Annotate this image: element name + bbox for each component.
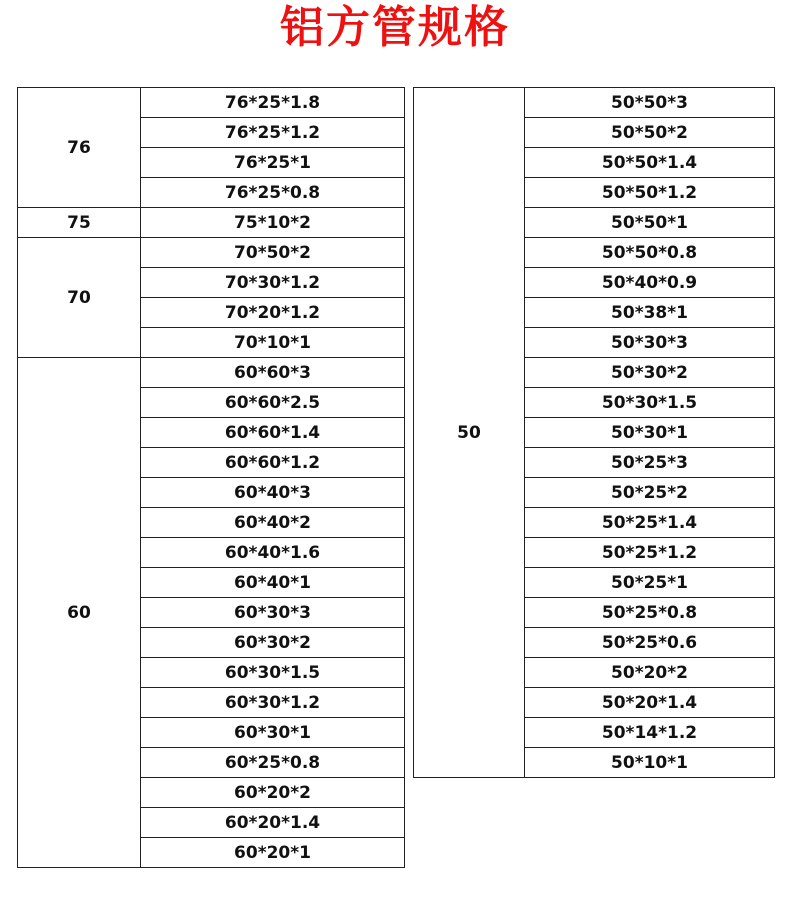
spec-cell: 60*20*1.4 [141, 808, 405, 838]
group-size-cell: 50 [414, 88, 525, 778]
spec-cell: 60*40*1.6 [141, 538, 405, 568]
table-row [18, 238, 405, 268]
spec-cell: 75*10*2 [141, 208, 405, 238]
spec-cell: 50*50*3 [525, 88, 775, 118]
spec-cell: 50*50*1 [525, 208, 775, 238]
spec-cell: 70*50*2 [141, 238, 405, 268]
spec-cell: 60*30*1 [141, 718, 405, 748]
spec-cell: 50*20*1.4 [525, 688, 775, 718]
spec-cell: 50*30*2 [525, 358, 775, 388]
spec-cell: 50*25*1.2 [525, 538, 775, 568]
spec-cell: 60*30*1.2 [141, 688, 405, 718]
spec-cell: 50*38*1 [525, 298, 775, 328]
spec-cell: 70*10*1 [141, 328, 405, 358]
spec-cell: 60*40*2 [141, 508, 405, 538]
table-row [18, 88, 405, 118]
group-size-cell: 70 [18, 238, 141, 358]
spec-cell: 60*40*1 [141, 568, 405, 598]
table-row [18, 208, 405, 238]
spec-cell: 60*60*1.2 [141, 448, 405, 478]
spec-cell: 50*14*1.2 [525, 718, 775, 748]
spec-cell: 76*25*1.8 [141, 88, 405, 118]
spec-cell: 50*25*1.4 [525, 508, 775, 538]
spec-cell: 76*25*1.2 [141, 118, 405, 148]
spec-cell: 50*25*0.8 [525, 598, 775, 628]
spec-cell: 50*50*2 [525, 118, 775, 148]
spec-cell: 50*30*1 [525, 418, 775, 448]
spec-cell: 50*30*3 [525, 328, 775, 358]
spec-cell: 50*50*1.4 [525, 148, 775, 178]
spec-cell: 76*25*0.8 [141, 178, 405, 208]
spec-cell: 50*20*2 [525, 658, 775, 688]
spec-cell: 50*25*0.6 [525, 628, 775, 658]
spec-cell: 60*20*2 [141, 778, 405, 808]
spec-cell: 60*20*1 [141, 838, 405, 868]
spec-table-left [17, 87, 405, 868]
spec-cell: 76*25*1 [141, 148, 405, 178]
group-size-cell: 75 [18, 208, 141, 238]
spec-cell: 60*30*3 [141, 598, 405, 628]
table-row [18, 358, 405, 388]
spec-cell: 50*25*1 [525, 568, 775, 598]
group-size-cell: 76 [18, 88, 141, 208]
spec-cell: 50*10*1 [525, 748, 775, 778]
table-row [414, 88, 775, 118]
spec-cell: 50*25*2 [525, 478, 775, 508]
spec-cell: 70*20*1.2 [141, 298, 405, 328]
spec-cell: 50*25*3 [525, 448, 775, 478]
spec-cell: 60*60*3 [141, 358, 405, 388]
spec-cell: 60*60*2.5 [141, 388, 405, 418]
spec-cell: 50*30*1.5 [525, 388, 775, 418]
group-size-cell: 60 [18, 358, 141, 868]
spec-cell: 70*30*1.2 [141, 268, 405, 298]
spec-cell: 60*30*2 [141, 628, 405, 658]
spec-cell: 50*40*0.9 [525, 268, 775, 298]
spec-cell: 50*50*0.8 [525, 238, 775, 268]
spec-cell: 60*40*3 [141, 478, 405, 508]
spec-cell: 50*50*1.2 [525, 178, 775, 208]
spec-cell: 60*30*1.5 [141, 658, 405, 688]
page-title: 铝方管规格 [280, 2, 510, 53]
spec-cell: 60*60*1.4 [141, 418, 405, 448]
spec-cell: 60*25*0.8 [141, 748, 405, 778]
spec-table-right [413, 87, 775, 778]
